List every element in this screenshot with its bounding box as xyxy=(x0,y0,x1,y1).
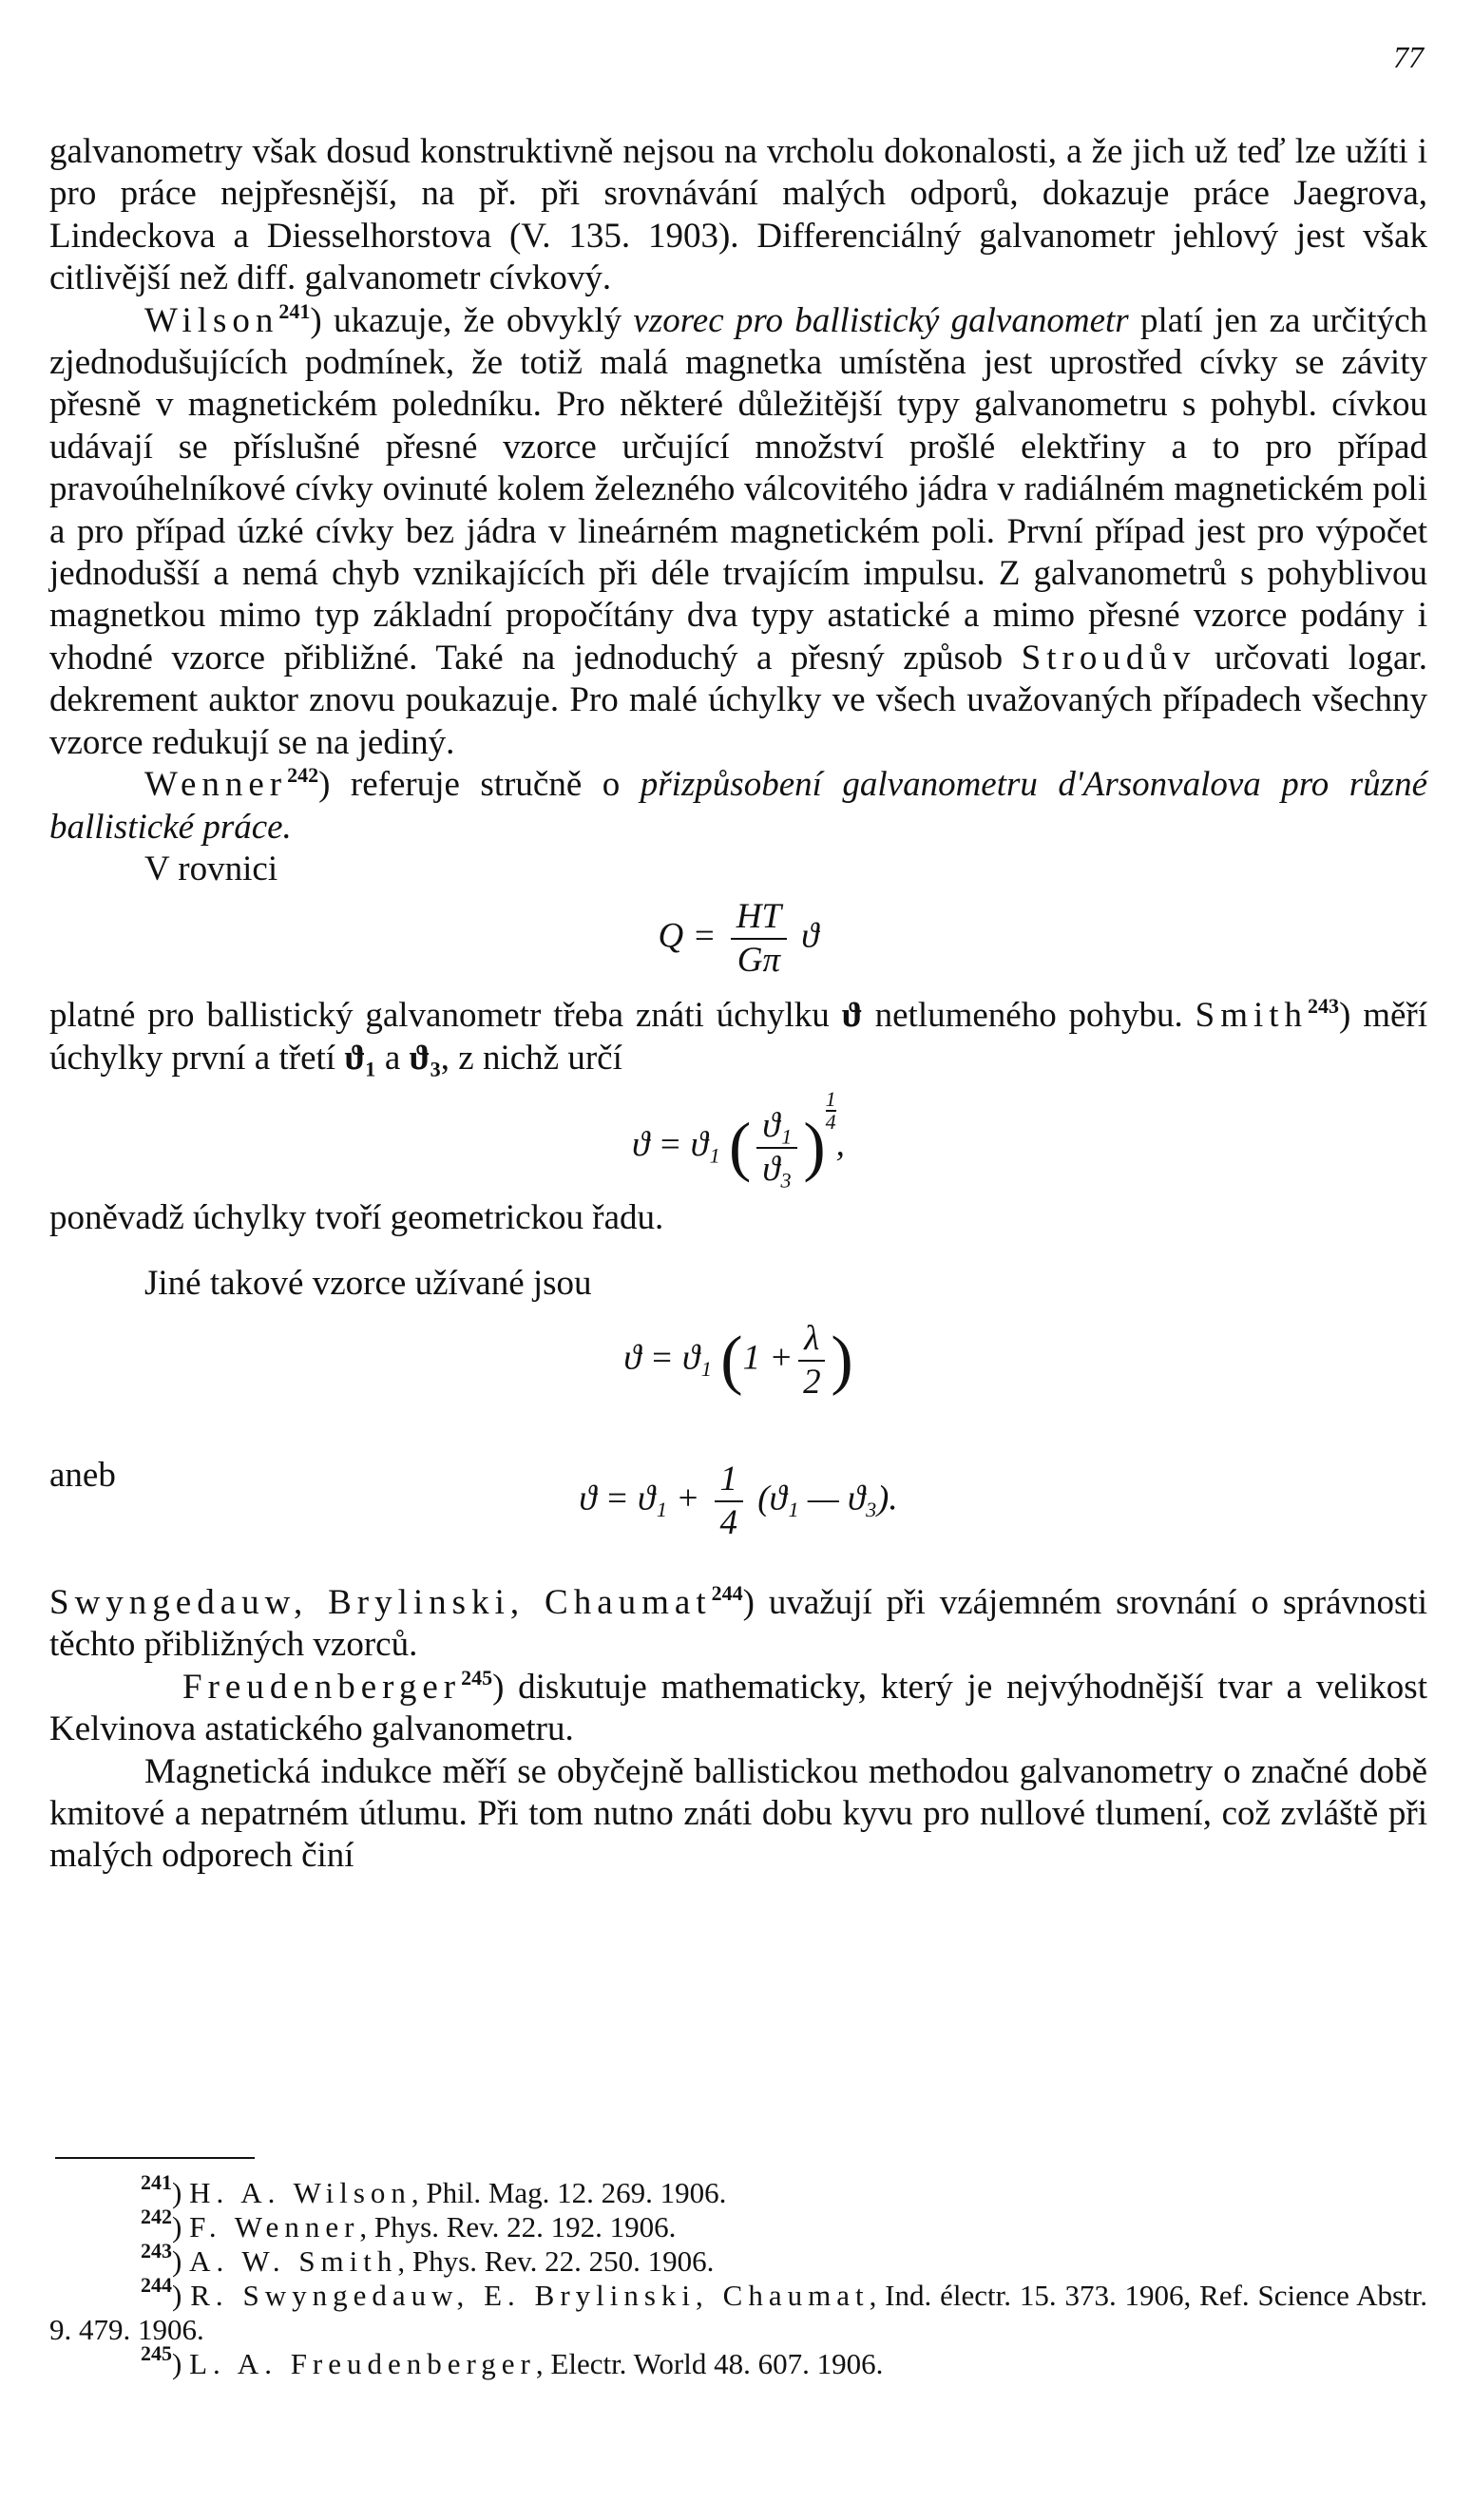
authors-swyngedauw: Swyngedauw, Brylinski, Chaumat xyxy=(49,1582,712,1622)
eq-denominator: 4 xyxy=(719,1502,738,1542)
equation-theta-root xyxy=(49,1089,1427,1193)
paragraph-magnetic-induction: Magnetická indukce měří se obyčejně ballistickou methodou galvanometry o značné době kmitové a nepatrném útlumu. Při tom nutno znáti dobu kyvu pro nullové tlumení, což zvláště při malých odporech činí xyxy=(49,1751,1427,1876)
equation-q xyxy=(49,896,1427,991)
paragraph-geometric: poněvadž úchylky tvoří geometrickou řadu. xyxy=(49,1198,664,1238)
footnote-ref-242[interactable]: 242 xyxy=(287,763,319,788)
eq-term: 1 + xyxy=(742,1338,794,1378)
footnote-text: , Electr. World 48. 607. 1906. xyxy=(535,2347,884,2380)
symbol-theta-3: ϑ₃ xyxy=(409,1038,441,1078)
footnote-number: 242 xyxy=(141,2205,172,2228)
paren-open: ( xyxy=(729,1110,752,1184)
footnotes xyxy=(49,2170,1427,2381)
eq-denominator: 2 xyxy=(803,1362,821,1402)
paragraph-swyngedauw xyxy=(49,1582,1427,1667)
eq-lhs: Q = xyxy=(658,916,717,956)
footnote-ref-241[interactable]: 241 xyxy=(278,298,311,323)
text-span: netlumeného pohybu. xyxy=(862,996,1196,1036)
exp-denominator: 4 xyxy=(825,1110,836,1135)
footnote-241: $^{241}$) H. A. Wilson, Phil. Mag. 12. 269. 1906. xyxy=(141,2170,727,2209)
footnote-text: , Phys. Rev. 22. 192. 1906. xyxy=(359,2210,677,2243)
footnote-number: 244 xyxy=(141,2273,172,2297)
footnote-ref-244[interactable]: 244 xyxy=(711,1580,743,1605)
page-number: 77 xyxy=(1393,40,1424,74)
author-stroud: Stroudův xyxy=(1021,638,1196,678)
footnote-divider xyxy=(55,2157,255,2159)
eq-lhs: ϑ = ϑ₁ + xyxy=(579,1479,700,1518)
footnote-text: , Phys. Rev. 22. 250. 1906. xyxy=(397,2244,715,2278)
emphasis-arsonval: přizpůsobení galvanometru d'Arsonvalova pro různé ballistické práce. xyxy=(49,765,1427,847)
text-span: ) referuje stručně o xyxy=(318,765,641,805)
eq-denominator: ϑ₃ xyxy=(762,1149,793,1189)
label-aneb: aneb xyxy=(49,1455,116,1495)
author-wilson: Wilson xyxy=(144,300,279,340)
eq-denominator: Gπ xyxy=(736,941,781,981)
paren-close: ) xyxy=(803,1110,826,1184)
eq-fraction xyxy=(715,1459,744,1544)
paragraph-wilson xyxy=(49,300,1427,764)
eq-exponent xyxy=(826,1089,836,1133)
footnote-ref-243[interactable]: 243 xyxy=(1308,994,1340,1019)
text-span: ) diskutuje mathematicky, který je nejvýhodnější tvar a velikost Kelvinova astatického galvanometru. xyxy=(49,1667,1427,1749)
text-span: ) ukazuje, že obvyklý xyxy=(310,300,634,340)
text-span: a xyxy=(375,1038,410,1078)
eq-rhs: ϑ xyxy=(801,916,819,956)
paragraph-v-rovnici: V rovnici xyxy=(144,849,278,888)
paragraph-freudenberger xyxy=(49,1667,1427,1751)
footnote-author: R. Swyngedauw, E. Brylinski, Chaumat xyxy=(190,2279,870,2312)
eq-tail: , xyxy=(835,1125,845,1165)
footnote-author: L. A. Freudenberger xyxy=(189,2347,536,2380)
paragraph-smith xyxy=(49,995,1427,1079)
footnote-number: 245 xyxy=(141,2341,172,2365)
footnote-number: 241 xyxy=(141,2170,172,2194)
equation-theta-average xyxy=(49,1459,1427,1544)
footnote-243: $^{243}$) A. W. Smith, Phys. Rev. 22. 250. 1906. xyxy=(141,2239,715,2278)
footnote-number: 243 xyxy=(141,2239,172,2262)
footnote-author: A. W. Smith xyxy=(189,2244,398,2278)
author-smith: Smith xyxy=(1195,996,1309,1036)
paragraph-wenner xyxy=(49,764,1427,849)
text-span: ) uvažují při vzájemném srovnání o správnosti těchto přibližných vzorců. xyxy=(49,1582,1427,1665)
text-span: ) měří úchylky první a třetí xyxy=(49,996,1427,1078)
footnote-242: $^{242}$) F. Wenner, Phys. Rev. 22. 192. 1906. xyxy=(141,2205,677,2243)
eq-numerator: HT xyxy=(731,896,787,940)
paren-open: ( xyxy=(720,1323,743,1397)
footnote-244: $^{244}$) R. Swyngedauw, E. Brylinski, Chaumat, Ind. électr. 15. 373. 1906, Ref. Science Abstr. 9. 479. 1906. xyxy=(49,2273,1427,2346)
paragraph-galvanometry: galvanometry však dosud konstruktivně nejsou na vrcholu dokonalosti, a že jich už teď lze užíti i pro práce nejpřesnější, na př. při srovnávání malých odporů, dokazuje práce Jaegrova, Lindeckova a Diesselhorstova (V. 135. 1903). Differenciálný galvanometr jehlový jest však citlivější než diff. galvanometr cívkový. xyxy=(49,132,1427,298)
author-freudenberger: Freudenberger xyxy=(182,1667,462,1707)
equation-theta-lambda xyxy=(49,1318,1427,1413)
exp-numerator: 1 xyxy=(825,1087,836,1112)
footnote-ref-245[interactable]: 245 xyxy=(461,1665,493,1690)
eq-lhs: ϑ = ϑ₁ xyxy=(623,1338,713,1378)
paragraph-other-formulas: Jiné takové vzorce užívané jsou xyxy=(144,1263,592,1303)
symbol-theta-1: ϑ₁ xyxy=(344,1038,376,1078)
text-span: platné pro ballistický galvanometr třeba znáti úchylku xyxy=(49,996,842,1036)
footnote-author: H. A. Wilson xyxy=(189,2176,411,2209)
eq-fraction xyxy=(798,1318,825,1403)
author-wenner: Wenner xyxy=(144,765,288,805)
eq-numerator: ϑ₁ xyxy=(756,1105,797,1149)
eq-rhs: (ϑ₁ — ϑ₃). xyxy=(757,1479,898,1518)
symbol-theta: ϑ xyxy=(841,996,863,1036)
body-text xyxy=(49,131,1427,1878)
footnote-245: $^{245}$) L. A. Freudenberger, Electr. World 48. 607. 1906. xyxy=(141,2341,884,2380)
text-span: určovati logar. dekrement auktor znovu poukazuje. Pro malé úchylky ve všech uvažovaných případech všechny vzorce redukují se na jediný. xyxy=(49,638,1427,762)
eq-numerator: λ xyxy=(798,1318,825,1362)
eq-fraction xyxy=(731,896,787,982)
eq-fraction xyxy=(756,1105,797,1191)
text-span: platí jen za určitých zjednodušujících podmínek, že totiž malá magnetka umístěna jest uprostřed cívky se závity přesně v magnetickém poledníku. Pro některé důležitější typy galvanometru s pohybl. cívkou udávají se příslušné přesné vzorce určující množství prošlé elektřiny a to pro případ pravoúhelníkové cívky ovinuté kolem železného válcovitého jádra v radiálném magnetickém poli a pro případ úzké cívky bez jádra v lineárném magnetickém poli. První případ jest pro výpočet jednodušší a nemá chyb vznikajících při déle trvajícím impulsu. Z galvanometrů s pohyblivou magnetkou mimo typ základní propočítány dva typy astatické a mimo přesné vzorce podány i vhodné vzorce přibližné. Také na jednoduchý a přesný způsob xyxy=(49,300,1427,678)
footnote-text: , Ind. électr. 15. 373. 1906, Ref. Science Abstr. 9. 479. 1906. xyxy=(49,2279,1427,2346)
footnote-text: , Phil. Mag. 12. 269. 1906. xyxy=(411,2176,727,2209)
footnote-author: F. Wenner xyxy=(189,2210,360,2243)
paren-close: ) xyxy=(831,1323,853,1397)
equation-row-aneb xyxy=(49,1417,1427,1540)
eq-numerator: 1 xyxy=(715,1459,744,1502)
eq-lhs: ϑ = ϑ₁ xyxy=(632,1125,720,1165)
text-span: , z nichž určí xyxy=(440,1038,622,1078)
emphasis-ballistic-formula: vzorec pro ballistický galvanometr xyxy=(633,300,1129,340)
